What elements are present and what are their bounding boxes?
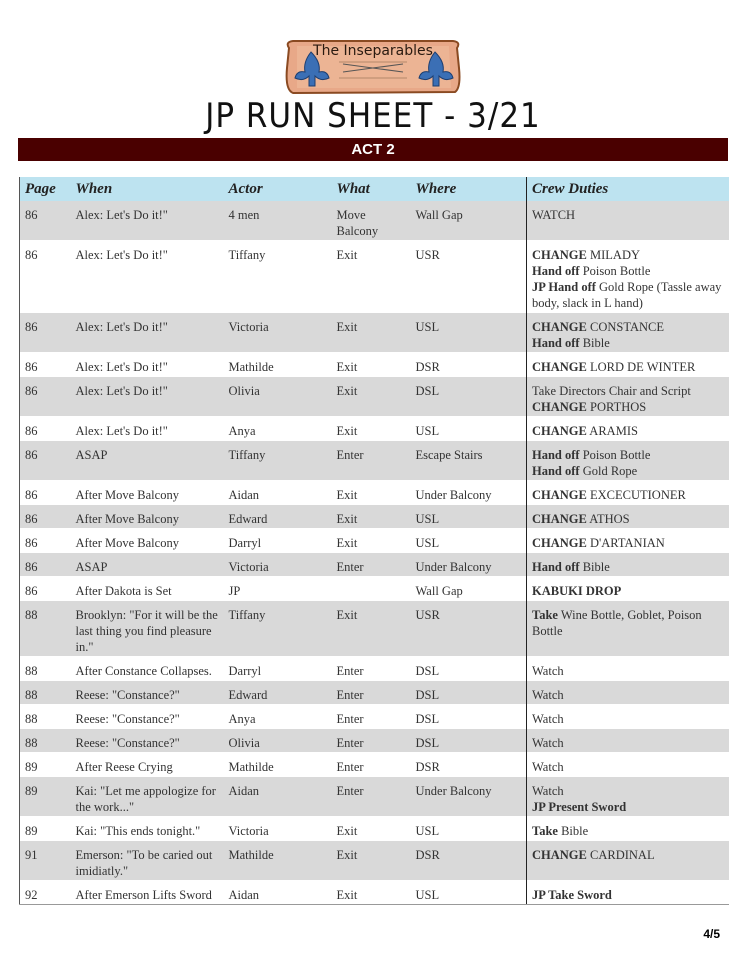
duty-text: Poison Bottle (579, 264, 651, 278)
duty-line (532, 823, 724, 839)
cell-what: Exit (332, 529, 411, 553)
cell-page: 86 (20, 353, 71, 377)
duty-action: CHANGE (532, 488, 587, 502)
duty-line (532, 559, 724, 575)
cell-crew-duties (527, 657, 729, 681)
cell-page: 86 (20, 377, 71, 417)
table-row (20, 657, 729, 681)
cell-where: DSR (411, 841, 527, 881)
duty-action: CHANGE (532, 848, 587, 862)
duty-text: Gold Rope (Tassle away body, slack in L hand) (532, 280, 722, 310)
cell-what: Exit (332, 417, 411, 441)
cell-when: ASAP (71, 553, 224, 577)
duty-line (532, 359, 724, 375)
table-row (20, 441, 729, 481)
table-row (20, 201, 729, 241)
cell-actor: Victoria (224, 817, 332, 841)
cell-when: ASAP (71, 441, 224, 481)
cell-crew-duties (527, 705, 729, 729)
column-header-crew-duties: Crew Duties (527, 177, 729, 201)
cell-page: 91 (20, 841, 71, 881)
cell-page: 86 (20, 577, 71, 601)
duty-text: EXCECUTIONER (586, 488, 686, 502)
cell-actor: Anya (224, 705, 332, 729)
table-row (20, 505, 729, 529)
cell-when: After Move Balcony (71, 505, 224, 529)
cell-when: Reese: "Constance?" (71, 705, 224, 729)
cell-crew-duties (527, 841, 729, 881)
duty-line (532, 447, 724, 463)
page-indicator: 4/5 (703, 927, 720, 941)
cell-what: Enter (332, 681, 411, 705)
cell-what: Enter (332, 553, 411, 577)
table-row (20, 577, 729, 601)
duty-line (532, 687, 724, 703)
cell-crew-duties (527, 505, 729, 529)
table-row (20, 881, 729, 905)
cell-crew-duties (527, 601, 729, 657)
table-row (20, 681, 729, 705)
duty-action: Take (532, 608, 558, 622)
duty-line (532, 663, 724, 679)
cell-where: DSL (411, 729, 527, 753)
cell-actor: Aidan (224, 881, 332, 905)
duty-action: JP Hand off (532, 280, 596, 294)
cell-actor: Edward (224, 505, 332, 529)
cell-page: 88 (20, 681, 71, 705)
duty-line (532, 607, 724, 639)
table-row (20, 777, 729, 817)
duty-line (532, 319, 724, 335)
duty-action: JP Present Sword (532, 800, 627, 814)
duty-text: CONSTANCE (586, 320, 665, 334)
duty-text: Bible (579, 560, 610, 574)
cell-actor: Olivia (224, 377, 332, 417)
duty-line (532, 887, 724, 903)
duty-action: CHANGE (532, 512, 587, 526)
cell-crew-duties (527, 577, 729, 601)
page-title: JP RUN SHEET - 3/21 (205, 96, 541, 136)
cell-what: Exit (332, 881, 411, 905)
cell-actor: Edward (224, 681, 332, 705)
cell-what: Enter (332, 657, 411, 681)
cell-actor: Mathilde (224, 353, 332, 377)
cell-crew-duties (527, 777, 729, 817)
cell-what: Exit (332, 313, 411, 353)
cell-page: 88 (20, 601, 71, 657)
duty-text: PORTHOS (586, 400, 647, 414)
duty-line (532, 799, 724, 815)
cell-when: Emerson: "To be caried out imidiatly." (71, 841, 224, 881)
cell-crew-duties (527, 881, 729, 905)
cell-crew-duties (527, 817, 729, 841)
cell-where: USL (411, 529, 527, 553)
cell-page: 89 (20, 817, 71, 841)
cell-page: 86 (20, 417, 71, 441)
duty-text: Watch (532, 760, 564, 774)
cell-page: 86 (20, 553, 71, 577)
duty-line (532, 711, 724, 727)
cell-page: 86 (20, 505, 71, 529)
cell-what: Exit (332, 241, 411, 313)
table-row (20, 529, 729, 553)
duty-action: CHANGE (532, 360, 587, 374)
cell-crew-duties (527, 553, 729, 577)
duty-line (532, 399, 724, 415)
duty-line (532, 847, 724, 863)
cell-when: After Reese Crying (71, 753, 224, 777)
cell-crew-duties (527, 417, 729, 441)
cell-crew-duties (527, 201, 729, 241)
cell-when: After Move Balcony (71, 529, 224, 553)
cell-crew-duties (527, 377, 729, 417)
table-row (20, 377, 729, 417)
duty-line (532, 279, 724, 311)
duty-line (532, 583, 724, 599)
table-row (20, 553, 729, 577)
duty-action: Hand off (532, 336, 580, 350)
cell-when: After Emerson Lifts Sword (71, 881, 224, 905)
cell-where: USR (411, 601, 527, 657)
cell-what: Move Balcony (332, 201, 411, 241)
duty-action: CHANGE (532, 248, 587, 262)
column-header-actor: Actor (224, 177, 332, 201)
cell-what: Exit (332, 481, 411, 505)
cell-crew-duties (527, 681, 729, 705)
cell-crew-duties (527, 241, 729, 313)
cell-what: Enter (332, 753, 411, 777)
duty-text: MILADY (586, 248, 640, 262)
cell-where: DSR (411, 353, 527, 377)
cell-when: After Move Balcony (71, 481, 224, 505)
cell-what: Exit (332, 841, 411, 881)
duty-action: Hand off (532, 448, 580, 462)
duty-text: Take (532, 384, 557, 398)
table-row (20, 417, 729, 441)
cell-actor: Victoria (224, 553, 332, 577)
cell-actor: Tiffany (224, 241, 332, 313)
logo-title: The Inseparables (313, 43, 433, 59)
run-sheet-table (19, 177, 729, 905)
table-row (20, 705, 729, 729)
cell-what: Enter (332, 777, 411, 817)
cell-actor: Aidan (224, 777, 332, 817)
cell-actor: Victoria (224, 313, 332, 353)
duty-action: CHANGE (532, 536, 587, 550)
cell-actor: Darryl (224, 529, 332, 553)
cell-actor: Tiffany (224, 441, 332, 481)
duty-action: JP Take Sword (532, 888, 612, 902)
duty-text: Poison Bottle (579, 448, 651, 462)
duty-text: Bible (557, 824, 589, 838)
duty-line (532, 735, 724, 751)
cell-when: Reese: "Constance?" (71, 729, 224, 753)
duty-line (532, 423, 724, 439)
duty-line (532, 511, 724, 527)
duty-line (532, 463, 724, 479)
cell-where: Escape Stairs (411, 441, 527, 481)
cell-page: 88 (20, 657, 71, 681)
cell-page: 86 (20, 241, 71, 313)
column-header-page: Page (20, 177, 71, 201)
table-row (20, 481, 729, 505)
cell-what: Exit (332, 817, 411, 841)
table-header-row (20, 177, 729, 201)
duty-line (532, 783, 724, 799)
duty-text: ARAMIS (586, 424, 638, 438)
cell-page: 88 (20, 705, 71, 729)
cell-what: Enter (332, 705, 411, 729)
duty-text: D'ARTANIAN (586, 536, 665, 550)
cell-crew-duties (527, 729, 729, 753)
cell-crew-duties (527, 313, 729, 353)
duty-text: LORD DE WINTER (586, 360, 696, 374)
duty-line (532, 207, 724, 223)
column-header-when: When (71, 177, 224, 201)
cell-actor: Aidan (224, 481, 332, 505)
cell-where: DSL (411, 377, 527, 417)
duty-action: Take (532, 824, 558, 838)
duty-line (532, 247, 724, 263)
cell-when: Alex: Let's Do it!" (71, 201, 224, 241)
cell-when: After Constance Collapses. (71, 657, 224, 681)
duty-action: KABUKI DROP (532, 584, 622, 598)
duty-line (532, 263, 724, 279)
cell-when: Alex: Let's Do it!" (71, 377, 224, 417)
duty-line (532, 759, 724, 775)
duty-text: Watch (532, 664, 564, 678)
cell-page: 92 (20, 881, 71, 905)
cell-crew-duties (527, 441, 729, 481)
cell-page: 89 (20, 753, 71, 777)
cell-crew-duties (527, 481, 729, 505)
table-row (20, 601, 729, 657)
duty-text: Gold Rope (579, 464, 638, 478)
duty-text: ATHOS (586, 512, 630, 526)
cell-when: Kai: "Let me appologize for the work..." (71, 777, 224, 817)
cell-where: USR (411, 241, 527, 313)
cell-actor: Tiffany (224, 601, 332, 657)
table-row (20, 753, 729, 777)
cell-where: USL (411, 881, 527, 905)
cell-where: Wall Gap (411, 201, 527, 241)
cell-actor: 4 men (224, 201, 332, 241)
duty-line (532, 535, 724, 551)
cell-where: Wall Gap (411, 577, 527, 601)
duty-action: Hand off (532, 560, 580, 574)
table-row (20, 241, 729, 313)
duty-text: Watch (532, 736, 564, 750)
cell-when: Brooklyn: "For it will be the last thing you find pleasure in." (71, 601, 224, 657)
duty-text: CARDINAL (586, 848, 655, 862)
cell-what: Exit (332, 353, 411, 377)
duty-action: CHANGE (532, 320, 587, 334)
duty-text: Watch (532, 784, 564, 798)
cell-when: Alex: Let's Do it!" (71, 417, 224, 441)
cell-crew-duties (527, 529, 729, 553)
column-header-what: What (332, 177, 411, 201)
cell-page: 89 (20, 777, 71, 817)
cell-actor: Mathilde (224, 841, 332, 881)
cell-crew-duties (527, 353, 729, 377)
table-row (20, 817, 729, 841)
cell-where: DSL (411, 657, 527, 681)
cell-page: 86 (20, 441, 71, 481)
cell-what: Exit (332, 505, 411, 529)
cell-page: 86 (20, 529, 71, 553)
cell-where: DSL (411, 681, 527, 705)
duty-text: Directors Chair and Script (556, 384, 691, 398)
cell-what: Enter (332, 441, 411, 481)
cell-where: USL (411, 417, 527, 441)
table-row (20, 841, 729, 881)
cell-when: Alex: Let's Do it!" (71, 241, 224, 313)
cell-when: After Dakota is Set (71, 577, 224, 601)
table-row (20, 729, 729, 753)
cell-where: Under Balcony (411, 553, 527, 577)
duty-text: Bible (579, 336, 610, 350)
cell-crew-duties (527, 753, 729, 777)
show-logo (283, 38, 463, 96)
cell-what (332, 577, 411, 601)
table-row (20, 313, 729, 353)
duty-line (532, 487, 724, 503)
show-logo-graphic (283, 38, 463, 96)
cell-actor: Anya (224, 417, 332, 441)
cell-actor: Mathilde (224, 753, 332, 777)
cell-where: Under Balcony (411, 481, 527, 505)
cell-where: USL (411, 505, 527, 529)
cell-where: USL (411, 313, 527, 353)
cell-page: 86 (20, 313, 71, 353)
duty-text: Wine Bottle, Goblet, Poison Bottle (532, 608, 702, 638)
cell-page: 86 (20, 201, 71, 241)
duty-text: Watch (532, 688, 564, 702)
act-banner: ACT 2 (18, 138, 728, 161)
cell-what: Exit (332, 377, 411, 417)
duty-action: Hand off (532, 264, 580, 278)
cell-when: Kai: "This ends tonight." (71, 817, 224, 841)
table-row (20, 353, 729, 377)
cell-what: Enter (332, 729, 411, 753)
duty-action: Hand off (532, 464, 580, 478)
cell-page: 86 (20, 481, 71, 505)
duty-action: CHANGE (532, 424, 587, 438)
duty-action: CHANGE (532, 400, 587, 414)
cell-actor: Darryl (224, 657, 332, 681)
cell-actor: JP (224, 577, 332, 601)
duty-line (532, 383, 724, 399)
cell-where: DSR (411, 753, 527, 777)
cell-where: USL (411, 817, 527, 841)
cell-when: Reese: "Constance?" (71, 681, 224, 705)
column-header-where: Where (411, 177, 527, 201)
cell-when: Alex: Let's Do it!" (71, 313, 224, 353)
duty-text: Watch (532, 712, 564, 726)
cell-where: Under Balcony (411, 777, 527, 817)
cell-page: 88 (20, 729, 71, 753)
cell-what: Exit (332, 601, 411, 657)
duty-line (532, 335, 724, 351)
cell-where: DSL (411, 705, 527, 729)
duty-text: WATCH (532, 208, 576, 222)
cell-actor: Olivia (224, 729, 332, 753)
table-body (20, 201, 729, 905)
cell-when: Alex: Let's Do it!" (71, 353, 224, 377)
